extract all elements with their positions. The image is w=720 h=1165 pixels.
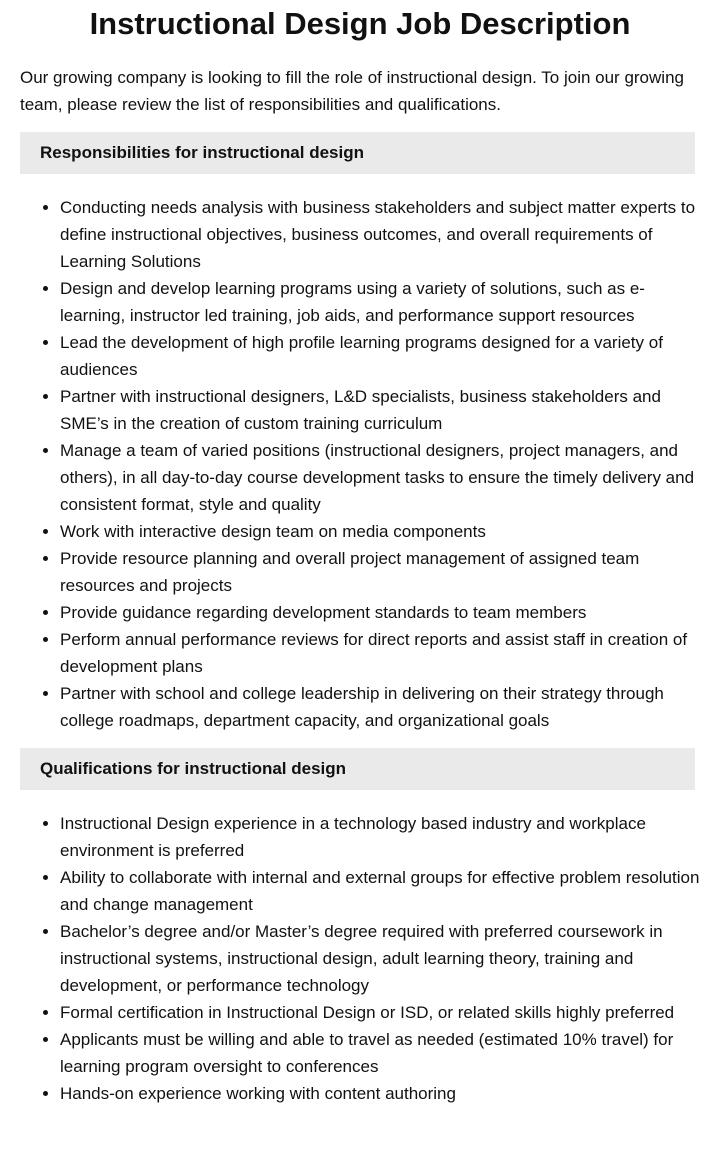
responsibilities-heading: Responsibilities for instructional design xyxy=(20,132,695,174)
list-item: • Partner with school and college leadership in delivering on their strategy through college roadmaps, department capacity, and organizational goals xyxy=(60,680,700,734)
list-item: • Applicants must be willing and able to travel as needed (estimated 10% travel) for learning program oversight to conferences xyxy=(60,1026,700,1080)
list-item: • Manage a team of varied positions (instructional designers, project managers, and others), in all day-to-day course development tasks to ensure the timely delivery and consistent format, style and quality xyxy=(60,437,700,518)
intro-text: Our growing company is looking to fill the role of instructional design. To join our growing team, please review the list of responsibilities and qualifications. xyxy=(20,68,684,114)
qualifications-list xyxy=(20,810,700,1107)
qualifications-heading: Qualifications for instructional design xyxy=(20,748,695,790)
list-item: • Lead the development of high profile learning programs designed for a variety of audiences xyxy=(60,329,700,383)
list-item: • Perform annual performance reviews for direct reports and assist staff in creation of development plans xyxy=(60,626,700,680)
list-item: • Partner with instructional designers, L&D specialists, business stakeholders and SME’s in the creation of custom training curriculum xyxy=(60,383,700,437)
list-item: • Formal certification in Instructional Design or ISD, or related skills highly preferred xyxy=(60,999,700,1026)
list-item: • Design and develop learning programs using a variety of solutions, such as e-learning, instructor led training, job aids, and performance support resources xyxy=(60,275,700,329)
responsibilities-list xyxy=(20,194,700,734)
list-item: • Provide guidance regarding development standards to team members xyxy=(60,599,700,626)
list-item: • Ability to collaborate with internal and external groups for effective problem resolution and change management xyxy=(60,864,700,918)
list-item: • Conducting needs analysis with business stakeholders and subject matter experts to define instructional objectives, business outcomes, and overall requirements of Learning Solutions xyxy=(60,194,700,275)
list-item: • Bachelor’s degree and/or Master’s degree required with preferred coursework in instructional systems, instructional design, adult learning theory, training and development, or performance technology xyxy=(60,918,700,999)
list-item: • Hands-on experience working with content authoring xyxy=(60,1080,700,1107)
page-title: Instructional Design Job Description xyxy=(89,6,631,41)
list-item: • Instructional Design experience in a technology based industry and workplace environment is preferred xyxy=(60,810,700,864)
list-item: • Provide resource planning and overall project management of assigned team resources and projects xyxy=(60,545,700,599)
list-item: • Work with interactive design team on media components xyxy=(60,518,700,545)
